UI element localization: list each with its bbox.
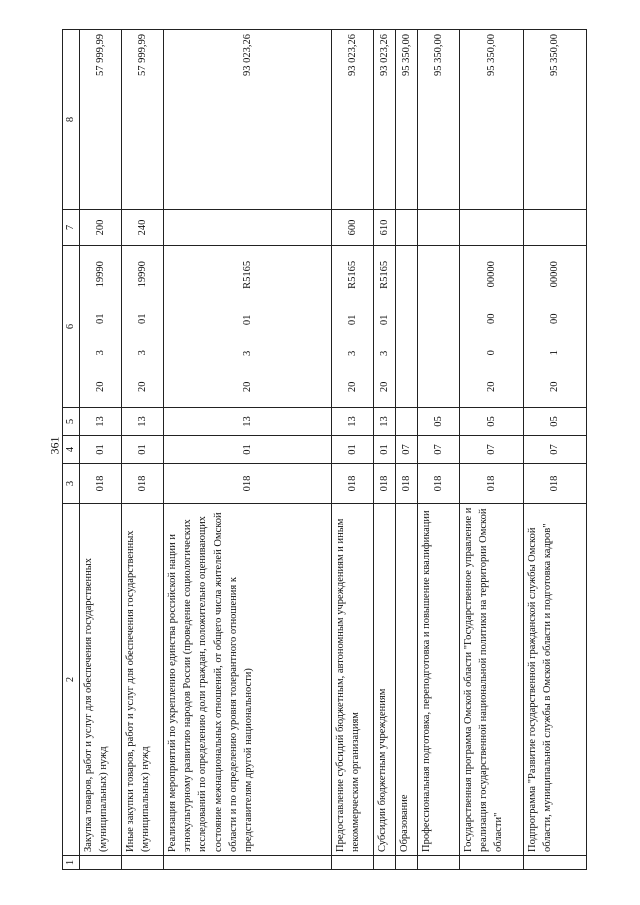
amount: 93 023,26 xyxy=(374,30,396,210)
row-number-cell xyxy=(332,856,374,870)
target-article-code xyxy=(80,246,122,408)
subsection-code: 13 xyxy=(374,408,396,436)
header-cell-5: 5 xyxy=(63,408,80,436)
row-name: Профессиональная подготовка, переподготовка и повышение квалификации xyxy=(418,504,460,856)
row-number-cell xyxy=(374,856,396,870)
section-code: 01 xyxy=(164,436,332,464)
ministry-code: 018 xyxy=(80,464,122,504)
event-code: 01 xyxy=(241,314,253,326)
target-article-code xyxy=(374,246,396,408)
target-article-code xyxy=(396,246,418,408)
ministry-code: 018 xyxy=(122,464,164,504)
amount: 95 350,00 xyxy=(396,30,418,210)
direction-code: 00000 xyxy=(549,261,561,288)
subsection-code: 05 xyxy=(418,408,460,436)
ministry-code: 018 xyxy=(524,464,587,504)
row-name: Образование xyxy=(396,504,418,856)
direction-code: R5165 xyxy=(241,260,253,289)
table-row xyxy=(80,30,122,870)
expense-type-code xyxy=(524,210,587,246)
budget-table xyxy=(62,29,587,870)
header-row xyxy=(63,30,80,870)
program-code: 20 xyxy=(549,381,561,392)
section-code: 07 xyxy=(460,436,524,464)
expense-type-code: 610 xyxy=(374,210,396,246)
target-article-code xyxy=(164,246,332,408)
program-code: 20 xyxy=(241,381,253,393)
subsection-code: 13 xyxy=(80,408,122,436)
header-cell-7: 7 xyxy=(63,210,80,246)
row-number-cell xyxy=(122,856,164,870)
event-code: 00 xyxy=(549,313,561,324)
ministry-code: 018 xyxy=(332,464,374,504)
row-name: Предоставление субсидий бюджетным, автономным учреждениям и иным некоммерческим организациям xyxy=(332,504,374,856)
amount: 93 023,26 xyxy=(332,30,374,210)
target-article-code xyxy=(418,246,460,408)
subprogram-code: 0 xyxy=(485,350,497,356)
expense-type-code: 200 xyxy=(80,210,122,246)
program-code: 20 xyxy=(485,381,497,392)
table-row xyxy=(460,30,524,870)
amount: 93 023,26 xyxy=(164,30,332,210)
row-name: Закупка товаров, работ и услуг для обеспечения государственных (муниципальных) нужд xyxy=(80,504,122,856)
header-cell-3: 3 xyxy=(63,464,80,504)
row-name: Подпрограмма "Развитие государственной гражданской службы Омской области, муниципальной службы в Омской области и подготовка кадров" xyxy=(524,504,587,856)
direction-code: 19990 xyxy=(94,261,106,288)
row-name: Реализация мероприятий по укреплению единства российской нации и этнокультурному развитию народов России (проведение социологических исследований по определению доли граждан, положительно оценивающих состояние межнациональных отношений, от общего числа жителей Омской области и по определению уровня толерантного отношения к представителям другой национальности) xyxy=(164,504,332,856)
section-code: 07 xyxy=(524,436,587,464)
section-code: 07 xyxy=(418,436,460,464)
page-number: 361 xyxy=(47,436,62,455)
table-row xyxy=(396,30,418,870)
subprogram-code: 1 xyxy=(549,350,561,356)
direction-code: R5165 xyxy=(378,260,390,289)
event-code: 01 xyxy=(346,314,358,326)
table-row xyxy=(524,30,587,870)
ministry-code: 018 xyxy=(460,464,524,504)
table-row xyxy=(418,30,460,870)
section-code: 01 xyxy=(332,436,374,464)
program-code: 20 xyxy=(378,381,390,393)
ministry-code: 018 xyxy=(374,464,396,504)
target-article-code xyxy=(524,246,587,408)
amount: 95 350,00 xyxy=(460,30,524,210)
program-code: 20 xyxy=(136,381,148,392)
event-code: 00 xyxy=(485,313,497,324)
target-article-code xyxy=(460,246,524,408)
direction-code: R5165 xyxy=(346,260,358,289)
rotated-table-wrapper xyxy=(62,30,585,870)
header-cell-4: 4 xyxy=(63,436,80,464)
target-article-code xyxy=(332,246,374,408)
direction-code: 19990 xyxy=(136,261,148,288)
section-code: 01 xyxy=(374,436,396,464)
table-row xyxy=(164,30,332,870)
amount: 95 350,00 xyxy=(524,30,587,210)
subprogram-code: 3 xyxy=(94,350,106,356)
table-row xyxy=(374,30,396,870)
ministry-code: 018 xyxy=(418,464,460,504)
event-code: 01 xyxy=(94,313,106,324)
direction-code: 00000 xyxy=(485,261,497,288)
target-article-code xyxy=(122,246,164,408)
amount: 95 350,00 xyxy=(418,30,460,210)
expense-type-code xyxy=(418,210,460,246)
subprogram-code: 3 xyxy=(136,350,148,356)
row-name: Субсидии бюджетным учреждениям xyxy=(374,504,396,856)
row-number-cell xyxy=(418,856,460,870)
subsection-code: 13 xyxy=(332,408,374,436)
subprogram-code: 3 xyxy=(378,350,390,356)
expense-type-code xyxy=(396,210,418,246)
section-code: 01 xyxy=(122,436,164,464)
subsection-code: 05 xyxy=(460,408,524,436)
row-number-cell xyxy=(164,856,332,870)
program-code: 20 xyxy=(94,381,106,392)
event-code: 01 xyxy=(378,314,390,326)
subprogram-code: 3 xyxy=(346,350,358,356)
row-number-cell xyxy=(80,856,122,870)
subsection-code: 13 xyxy=(122,408,164,436)
header-cell-6: 6 xyxy=(63,246,80,408)
subsection-code: 05 xyxy=(524,408,587,436)
program-code: 20 xyxy=(346,381,358,393)
event-code: 01 xyxy=(136,313,148,324)
section-code: 01 xyxy=(80,436,122,464)
row-number-cell xyxy=(396,856,418,870)
row-name: Государственная программа Омской области "Государственное управление и реализация государственной национальной политики на территории Омской области" xyxy=(460,504,524,856)
amount: 57 999,99 xyxy=(80,30,122,210)
subsection-code: 13 xyxy=(164,408,332,436)
header-cell-2: 2 xyxy=(63,504,80,856)
ministry-code: 018 xyxy=(396,464,418,504)
ministry-code: 018 xyxy=(164,464,332,504)
table-row xyxy=(332,30,374,870)
header-cell-1: 1 xyxy=(63,856,80,870)
section-code: 07 xyxy=(396,436,418,464)
expense-type-code xyxy=(164,210,332,246)
expense-type-code: 600 xyxy=(332,210,374,246)
amount: 57 999,99 xyxy=(122,30,164,210)
row-name: Иные закупки товаров, работ и услуг для обеспечения государственных (муниципальных) нужд xyxy=(122,504,164,856)
expense-type-code: 240 xyxy=(122,210,164,246)
row-number-cell xyxy=(524,856,587,870)
subprogram-code: 3 xyxy=(241,350,253,356)
expense-type-code xyxy=(460,210,524,246)
table-row xyxy=(122,30,164,870)
row-number-cell xyxy=(460,856,524,870)
header-cell-8: 8 xyxy=(63,30,80,210)
subsection-code xyxy=(396,408,418,436)
